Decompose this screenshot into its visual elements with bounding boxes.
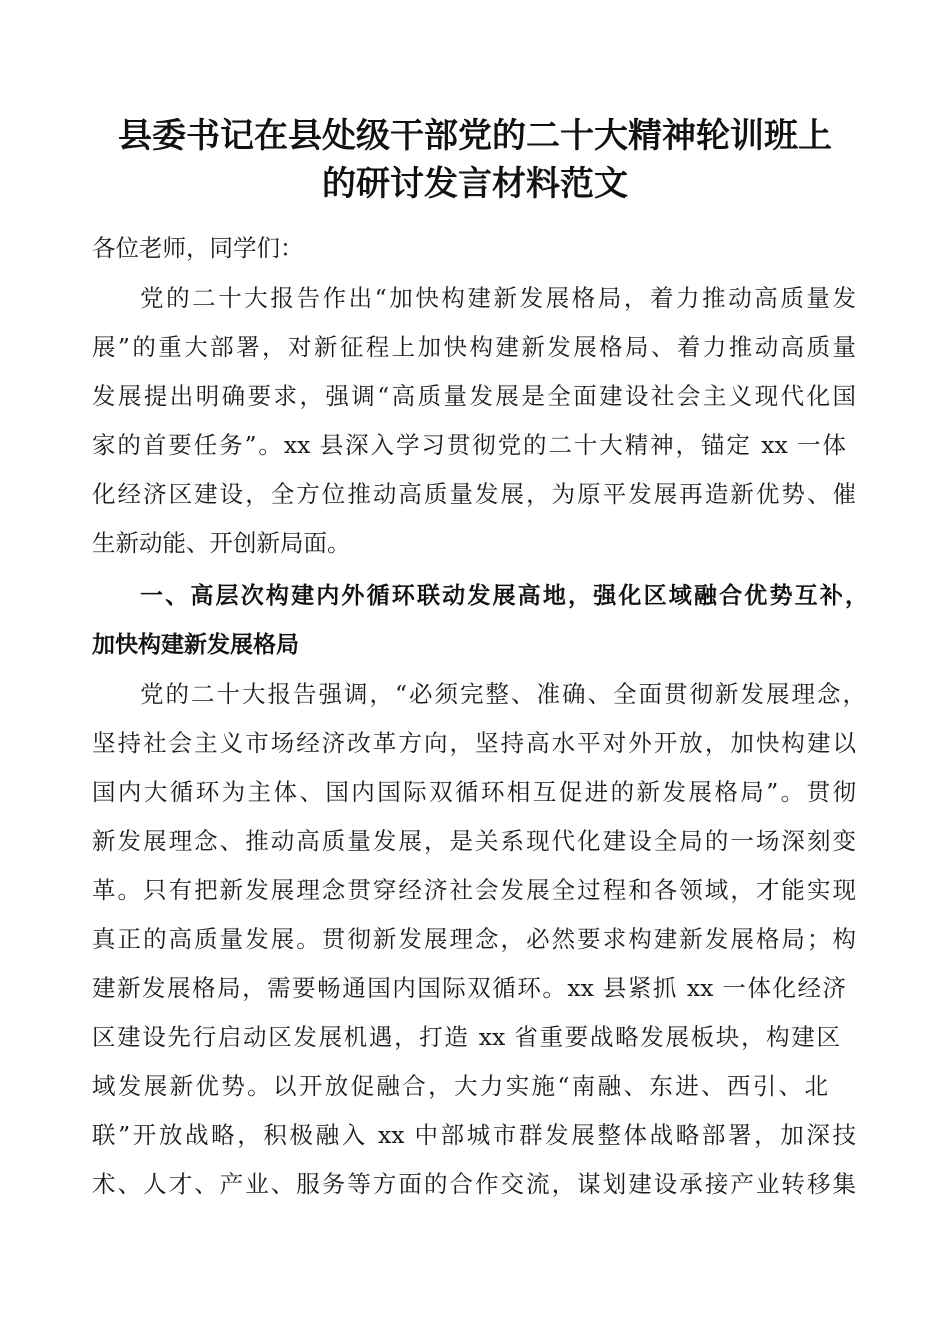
paragraph-line: 坚持社会主义市场经济改革方向，坚持高水平对外开放，加快构建以: [92, 729, 856, 757]
paragraph-line: 家的首要任务”。xx 县深入学习贯彻党的二十大精神，锚定 xx 一体: [92, 431, 846, 459]
salutation: 各位老师，同学们：: [92, 234, 304, 262]
paragraph-line: 党的二十大报告强调，“必须完整、准确、全面贯彻新发展理念，: [140, 680, 866, 708]
paragraph-line: 区建设先行启动区发展机遇，打造 xx 省重要战略发展板块，构建区: [92, 1023, 840, 1051]
document-title-line-2: 的研讨发言材料范文: [322, 164, 628, 204]
paragraph-line: 展”的重大部署，对新征程上加快构建新发展格局、着力推动高质量: [92, 333, 856, 361]
paragraph-line: 革。只有把新发展理念贯穿经济社会发展全过程和各领域，才能实现: [92, 876, 856, 904]
paragraph-line: 域发展新优势。以开放促融合，大力实施“南融、东进、西引、北: [92, 1072, 828, 1100]
paragraph-line: 发展提出明确要求，强调“高质量发展是全面建设社会主义现代化国: [92, 382, 856, 410]
paragraph-line: 化经济区建设，全方位推动高质量发展，为原平发展再造新优势、催: [92, 480, 856, 508]
paragraph-line: 真正的高质量发展。贯彻新发展理念，必然要求构建新发展格局；构: [92, 925, 856, 953]
paragraph-line: 新发展理念、推动高质量发展，是关系现代化建设全局的一场深刻变: [92, 827, 856, 855]
section-heading-line: 加快构建新发展格局: [92, 632, 299, 658]
paragraph-line: 生新动能、开创新局面。: [92, 529, 351, 557]
section-heading-line: 一、高层次构建内外循环联动发展高地，强化区域融合优势互补，: [140, 583, 868, 609]
paragraph-line: 联”开放战略，积极融入 xx 中部城市群发展整体战略部署，加深技: [92, 1121, 856, 1149]
paragraph-line: 术、人才、产业、服务等方面的合作交流，谋划建设承接产业转移集: [92, 1170, 856, 1198]
paragraph-line: 国内大循环为主体、国内国际双循环相互促进的新发展格局”。贯彻: [92, 778, 856, 806]
paragraph-line: 党的二十大报告作出“加快构建新发展格局，着力推动高质量发: [140, 284, 856, 312]
paragraph-line: 建新发展格局，需要畅通国内国际双循环。xx 县紧抓 xx 一体化经济: [92, 974, 846, 1002]
document-title-line-1: 县委书记在县处级干部党的二十大精神轮训班上: [118, 116, 832, 156]
